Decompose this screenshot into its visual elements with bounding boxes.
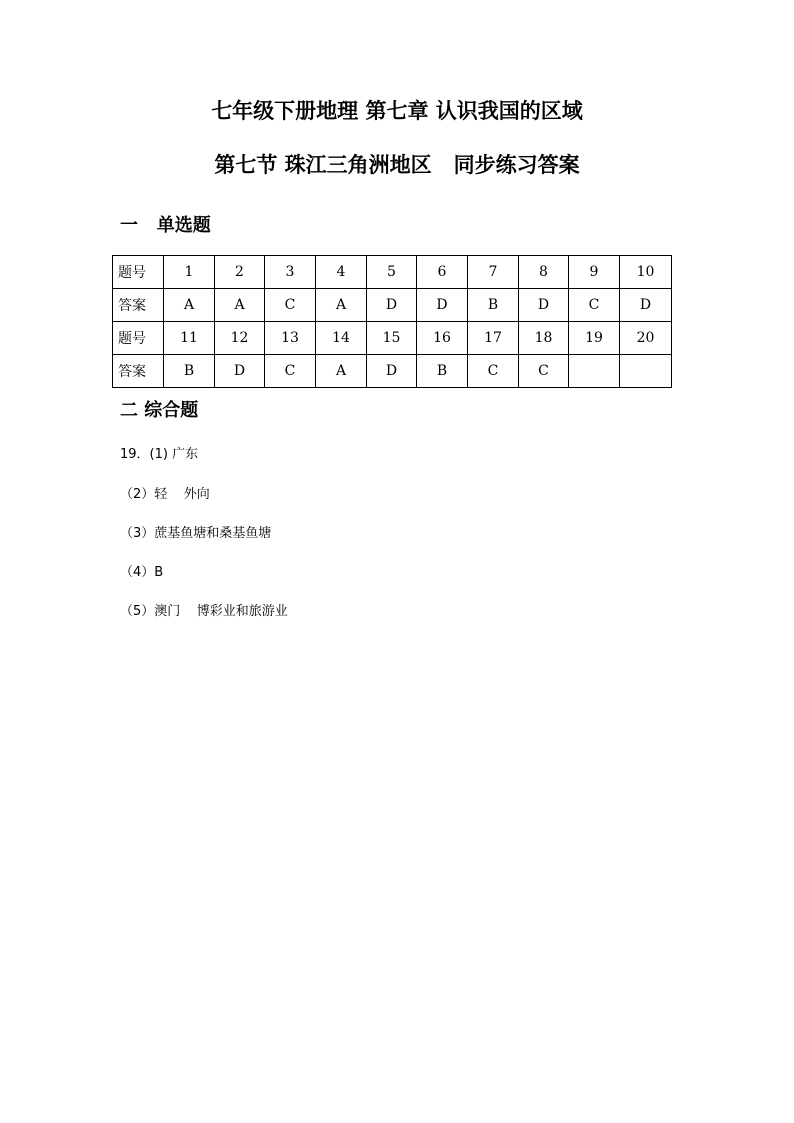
table-cell: 7 (468, 256, 519, 289)
table-row (113, 289, 672, 322)
table-cell: 19 (569, 322, 620, 355)
table-cell: D (620, 289, 672, 322)
table-cell: A (164, 289, 215, 322)
table-cell: 10 (620, 256, 672, 289)
table-cell: 15 (367, 322, 417, 355)
table-cell: B (468, 289, 519, 322)
table-cell: A (316, 355, 367, 388)
row-label-question-number: 题号 (113, 322, 164, 355)
answer-line: （2）轻 外向 (120, 487, 210, 502)
table-row (113, 322, 672, 355)
table-cell: 16 (417, 322, 468, 355)
section-heading-single-choice: 一 单选题 (120, 215, 211, 236)
table-cell: 8 (519, 256, 569, 289)
table-cell: 3 (265, 256, 316, 289)
table-cell: 17 (468, 322, 519, 355)
table-cell: 20 (620, 322, 672, 355)
table-cell: A (215, 289, 265, 322)
answer-line: （5）澳门 博彩业和旅游业 (120, 604, 288, 619)
table-cell: D (215, 355, 265, 388)
table-cell: D (417, 289, 468, 322)
answer-line: 19．(1) 广东 (120, 447, 199, 462)
table-cell: C (468, 355, 519, 388)
table-cell: D (367, 289, 417, 322)
table-cell: D (519, 289, 569, 322)
row-label-answer: 答案 (113, 289, 164, 322)
table-cell: 18 (519, 322, 569, 355)
answer-line: （3）蔗基鱼塘和桑基鱼塘 (120, 526, 272, 541)
section-heading-comprehensive: 二 综合题 (120, 400, 199, 421)
answer-line: （4）B (120, 565, 164, 580)
table-cell: 12 (215, 322, 265, 355)
table-cell: C (519, 355, 569, 388)
table-cell: 1 (164, 256, 215, 289)
row-label-question-number: 题号 (113, 256, 164, 289)
table-cell: 11 (164, 322, 215, 355)
table-cell (569, 355, 620, 388)
table-row (113, 256, 672, 289)
table-cell: C (569, 289, 620, 322)
table-cell: 4 (316, 256, 367, 289)
document-subtitle: 第七节 珠江三角洲地区 同步练习答案 (214, 153, 580, 177)
table-cell: 2 (215, 256, 265, 289)
table-cell: 14 (316, 322, 367, 355)
table-cell: B (417, 355, 468, 388)
table-row (113, 355, 672, 388)
table-cell: C (265, 289, 316, 322)
table-cell (620, 355, 672, 388)
answer-table (112, 255, 672, 388)
table-cell: 13 (265, 322, 316, 355)
table-cell: 5 (367, 256, 417, 289)
table-cell: 6 (417, 256, 468, 289)
row-label-answer: 答案 (113, 355, 164, 388)
table-cell: C (265, 355, 316, 388)
document-title: 七年级下册地理 第七章 认识我国的区域 (211, 99, 583, 123)
table-cell: B (164, 355, 215, 388)
table-cell: A (316, 289, 367, 322)
table-cell: 9 (569, 256, 620, 289)
table-cell: D (367, 355, 417, 388)
